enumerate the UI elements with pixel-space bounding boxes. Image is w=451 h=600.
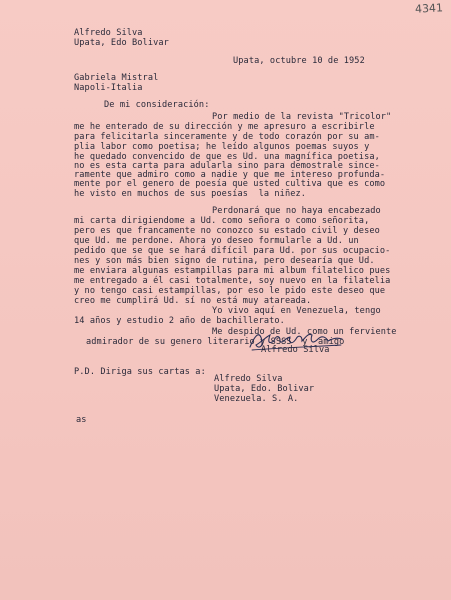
postscript-label: P.D. Diriga sus cartas a: (74, 367, 206, 377)
archive-number: 4341 (414, 1, 444, 16)
body-line: Me despido de Ud. como un ferviente (212, 327, 397, 337)
signature-name: Alfredo Silva (261, 345, 330, 355)
body-line: nes y son más bien signo de rutina, pero desearía que Ud. (74, 256, 375, 266)
body-line: mi carta dirigiendome a Ud. como señora o como señorita, (74, 216, 370, 226)
address-line: Upata, Edo. Bolivar (214, 384, 315, 394)
body-line: he quedado convencido de que es Ud. una magnífica poetisa, (74, 152, 380, 162)
recipient-name: Gabriela Mistral (74, 73, 159, 83)
body-line: Perdonará que no haya encabezado (212, 206, 381, 216)
body-line: me entregado a él casi totalmente, soy nuevo en la filatelia (74, 276, 391, 286)
salutation: De mi consideración: (104, 100, 210, 110)
body-line: ramente que admiro como a nadie y que me intereso profunda- (74, 170, 386, 180)
body-line: admirador de su genero literario y SSSS y amigo (86, 337, 345, 347)
body-line: que Ud. me perdone. Ahora yo deseo formularle a Ud. un (74, 236, 359, 246)
body-line: plia labor como poetisa; he leído algunos poemas suyos y (74, 142, 370, 152)
body-line: creo me cumplirá Ud. sí no está muy atareada. (74, 296, 312, 306)
body-line: 14 años y estudio 2 año de bachillerato. (74, 316, 285, 326)
recipient-city: Napoli-Italia (74, 83, 143, 93)
body-line: para felicitarla sinceramente y de todo corazón por su am- (74, 132, 380, 142)
body-line: pero es que francamente no conozco su estado civil y deseo (74, 226, 380, 236)
body-line: he visto en muchos de sus poesías la niñez. (74, 189, 307, 199)
address-line: Alfredo Silva (214, 374, 283, 384)
body-line: me enviara algunas estampillas para mi album filatelico pues (74, 266, 391, 276)
body-line: Por medio de la revista "Tricolor" (212, 112, 392, 122)
address-line: Venezuela. S. A. (214, 394, 299, 404)
sender-name: Alfredo Silva (74, 28, 143, 38)
sender-city: Upata, Edo Bolivar (74, 38, 169, 48)
date-line: Upata, octubre 10 de 1952 (233, 56, 365, 66)
body-line: Yo vivo aquí en Venezuela, tengo (212, 306, 381, 316)
body-line: me he enterado de su dirección y me apresuro a escribirle (74, 122, 375, 132)
body-line: pedido que se que se hará difícil para Ud. por sus ocupacio- (74, 246, 391, 256)
body-line: no es esta carta para adularla sino para demostrale since- (74, 161, 380, 171)
body-line: y no tengo casi estampillas, por eso le pido este deseo que (74, 286, 386, 296)
initials: as (76, 415, 87, 425)
body-line: mente por el genero de poesía que usted cultiva que es como (74, 179, 386, 189)
